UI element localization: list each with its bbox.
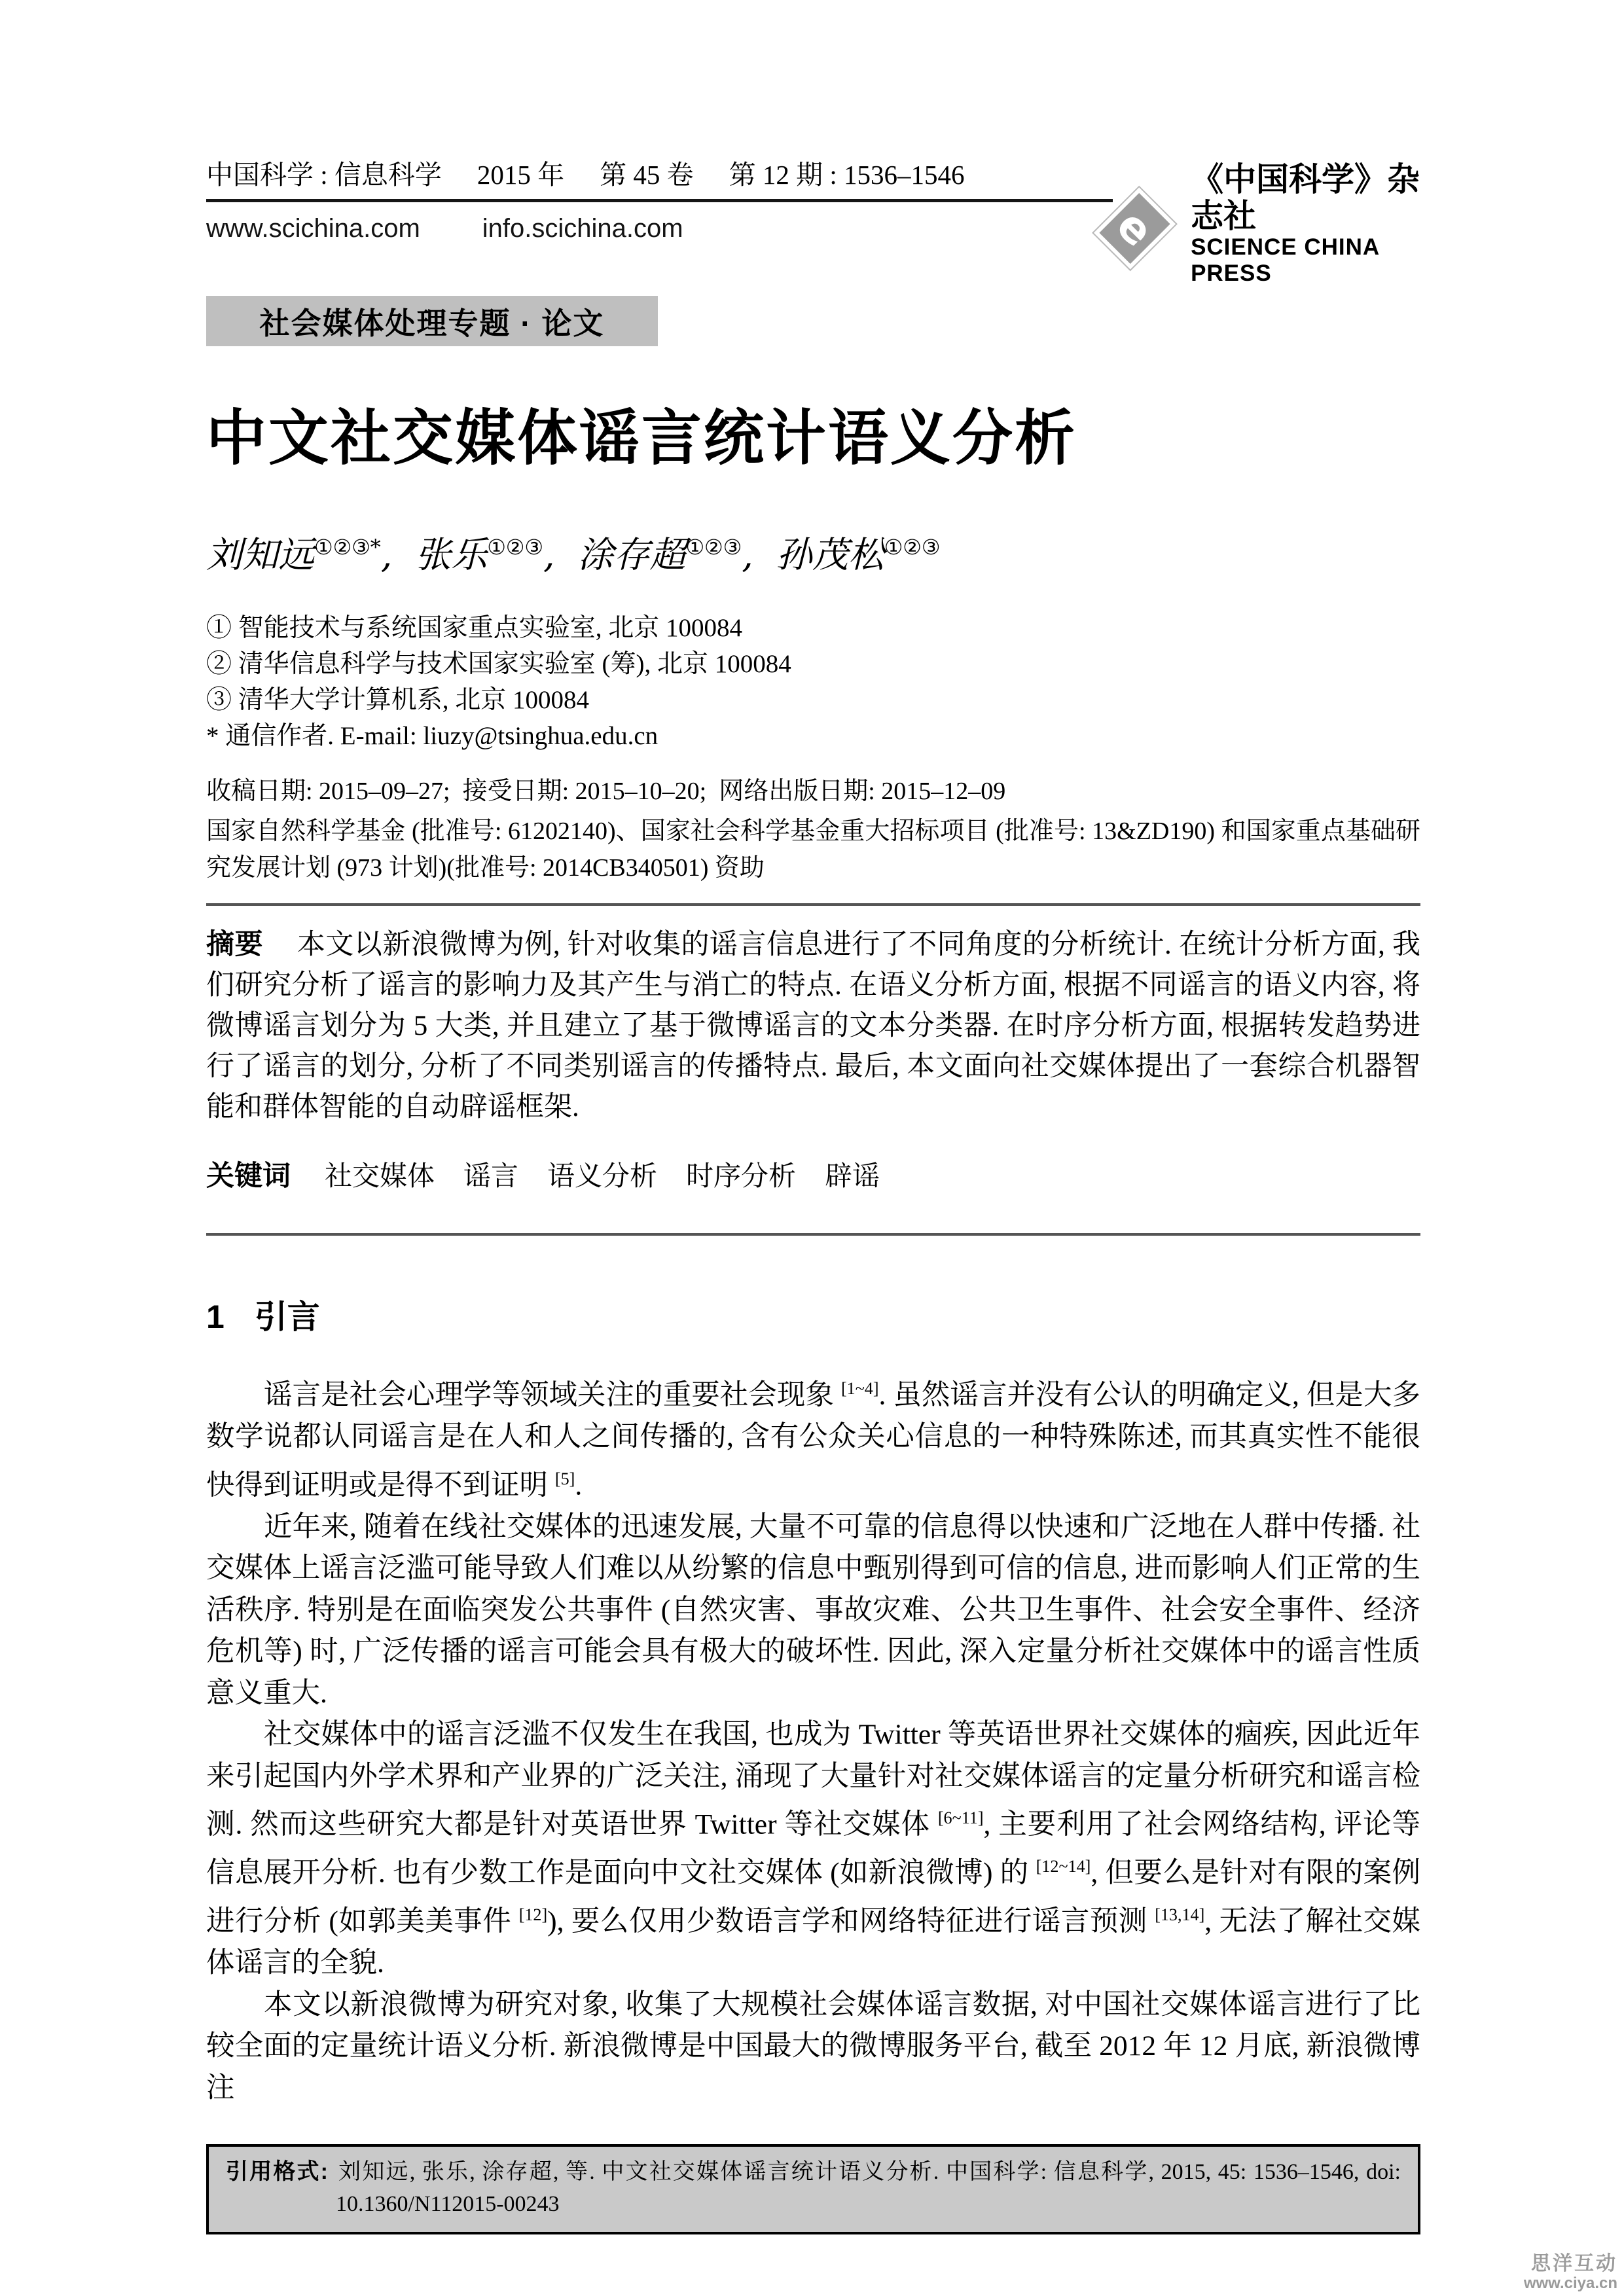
dates-line: 收稿日期: 2015–09–27; 接受日期: 2015–10–20; 网络出版日期: 2015–12–09	[206, 778, 1006, 806]
abstract	[206, 924, 1420, 1128]
article-title: 中文社交媒体谣言统计语义分析	[206, 405, 1077, 472]
citation-content	[226, 2156, 1401, 2220]
journal-header	[206, 0, 1420, 287]
affiliation-3: ③ 清华大学计算机系, 北京 100084	[206, 686, 590, 715]
affiliation-2: ② 清华信息科学与技术国家实验室 (筹), 北京 100084	[206, 650, 791, 679]
divider-above-abstract	[206, 903, 1420, 906]
affiliations	[206, 610, 1420, 754]
abstract-label: 摘要	[206, 929, 263, 961]
journal-header-left	[206, 158, 1113, 244]
keywords-list: 社交媒体 谣言 语义分析 时序分析 辟谣	[325, 1162, 880, 1193]
topic-banner: 社会媒体处理专题 · 论文	[206, 296, 658, 346]
journal-issue-pages: 第 12 期 : 1536–1546	[729, 160, 965, 190]
authors-line: 刘知远①②③*, 张乐①②③, 涂存超①②③, 孙茂松①②③	[206, 533, 941, 576]
journal-volume: 第 45 卷	[600, 160, 694, 190]
divider-below-keywords	[206, 1233, 1420, 1236]
journal-website-info: info.scichina.com	[482, 214, 683, 243]
watermark-name: 思洋互动	[1531, 2253, 1617, 2274]
keywords-line	[206, 1158, 1420, 1195]
page-content	[206, 0, 1420, 2234]
section-body	[206, 1368, 1420, 2109]
watermark-url: www.ciya.cn	[1523, 2274, 1617, 2292]
citation-label: 引用格式:	[226, 2159, 329, 2185]
section-title: 引言	[254, 1299, 320, 1336]
paragraph-3: 社交媒体中的谣言泛滥不仅发生在我国, 也成为 Twitter 等英语世界社交媒体的痼疾, 因此近年来引起国内外学术界和产业界的广泛关注, 涌现了大量针对社交媒体谣言的定量分析研究和谣言检测. 然而这些研究大都是针对英语世界 Twitter 等社交媒体 [6~11], 主要利用了社会网络结构, 评论等信息展开分析. 也有少数工作是面向中文社交媒体 (如新浪微博) 的 [12~14], 但要么是针对有限的案例进行分析 (如郭美美事件 [12]), 要么仅用少数语言学和网络特征进行谣言预测 [13,14], 无法了解社交媒体谣言的全貌.	[206, 1719, 1420, 1979]
keywords-label: 关键词	[206, 1160, 291, 1193]
logo-glyph: e	[1106, 200, 1163, 257]
journal-title: 中国科学 : 信息科学	[206, 160, 442, 190]
citation-box	[206, 2144, 1420, 2234]
publisher-logo	[1106, 161, 1420, 287]
abstract-text: 本文以新浪微博为例, 针对收集的谣言信息进行了不同角度的分析统计. 在统计分析方面, 我们研究分析了谣言的影响力及其产生与消亡的特点. 在语义分析方面, 根据不同谣言的语义内容, 将微博谣言划分为 5 大类, 并且建立了基于微博谣言的文本分类器. 在时序分析方面, 根据转发趋势进行了谣言的划分, 分析了不同类别谣言的传播特点. 最后, 本文面向社交媒体提出了一套综合机器智能和群体智能的自动辟谣框架.	[206, 929, 1421, 1123]
journal-website-main: www.scichina.com	[206, 214, 420, 243]
watermark	[1524, 2253, 1617, 2292]
publisher-name-en: SCIENCE CHINA PRESS	[1191, 234, 1379, 286]
funding-note: 国家自然科学基金 (批准号: 61202140)、国家社会科学基金重大招标项目 (批准号: 13&ZD190) 和国家重点基础研究发展计划 (973 计划)(批准号: 2014CB340501) 资助	[206, 817, 1420, 882]
journal-info-line	[206, 158, 1113, 191]
publisher-name	[1191, 161, 1420, 287]
corresponding-author-email: * 通信作者. E-mail: liuzy@tsinghua.edu.cn	[206, 722, 659, 751]
paragraph-2: 近年来, 随着在线社交媒体的迅速发展, 大量不可靠的信息得以快速和广泛地在人群中传播. 社交媒体上谣言泛滥可能导致人们难以从纷繁的信息中甄别得到可信的信息, 进而影响人们正常的生活秩序. 特别是在面临突发公共事件 (自然灾害、事故灾难、公共卫生事件、社会安全事件、经济危机等) 时, 广泛传播的谣言可能会具有极大的破坏性. 因此, 深入定量分析社交媒体中的谣言性质意义重大.	[206, 1511, 1420, 1709]
citation-text: 刘知远, 张乐, 涂存超, 等. 中文社交媒体谣言统计语义分析. 中国科学: 信息科学, 2015, 45: 1536–1546, doi: 10.1360/N112015-00243	[336, 2160, 1401, 2217]
journal-websites	[206, 213, 1113, 244]
publisher-name-cn: 《中国科学》杂志社	[1191, 161, 1420, 234]
paragraph-1: 谣言是社会心理学等领域关注的重要社会现象 [1~4]. 虽然谣言并没有公认的明确定义, 但是大多数学说都认同谣言是在人和人之间传播的, 含有公众关心信息的一种特殊陈述, 而其真实性不能很快得到证明或是得不到证明 [5].	[206, 1379, 1421, 1501]
section-number: 1	[206, 1299, 225, 1336]
paragraph-4: 本文以新浪微博为研究对象, 收集了大规模社会媒体谣言数据, 对中国社交媒体谣言进行了比较全面的定量统计语义分析. 新浪微博是中国最大的微博服务平台, 截至 2012 年 12 月底, 新浪微博注	[206, 1988, 1420, 2104]
header-divider	[206, 199, 1113, 202]
journal-year: 2015 年	[477, 160, 565, 190]
section-heading	[206, 1297, 1420, 1336]
affiliation-1: ① 智能技术与系统国家重点实验室, 北京 100084	[206, 614, 743, 643]
